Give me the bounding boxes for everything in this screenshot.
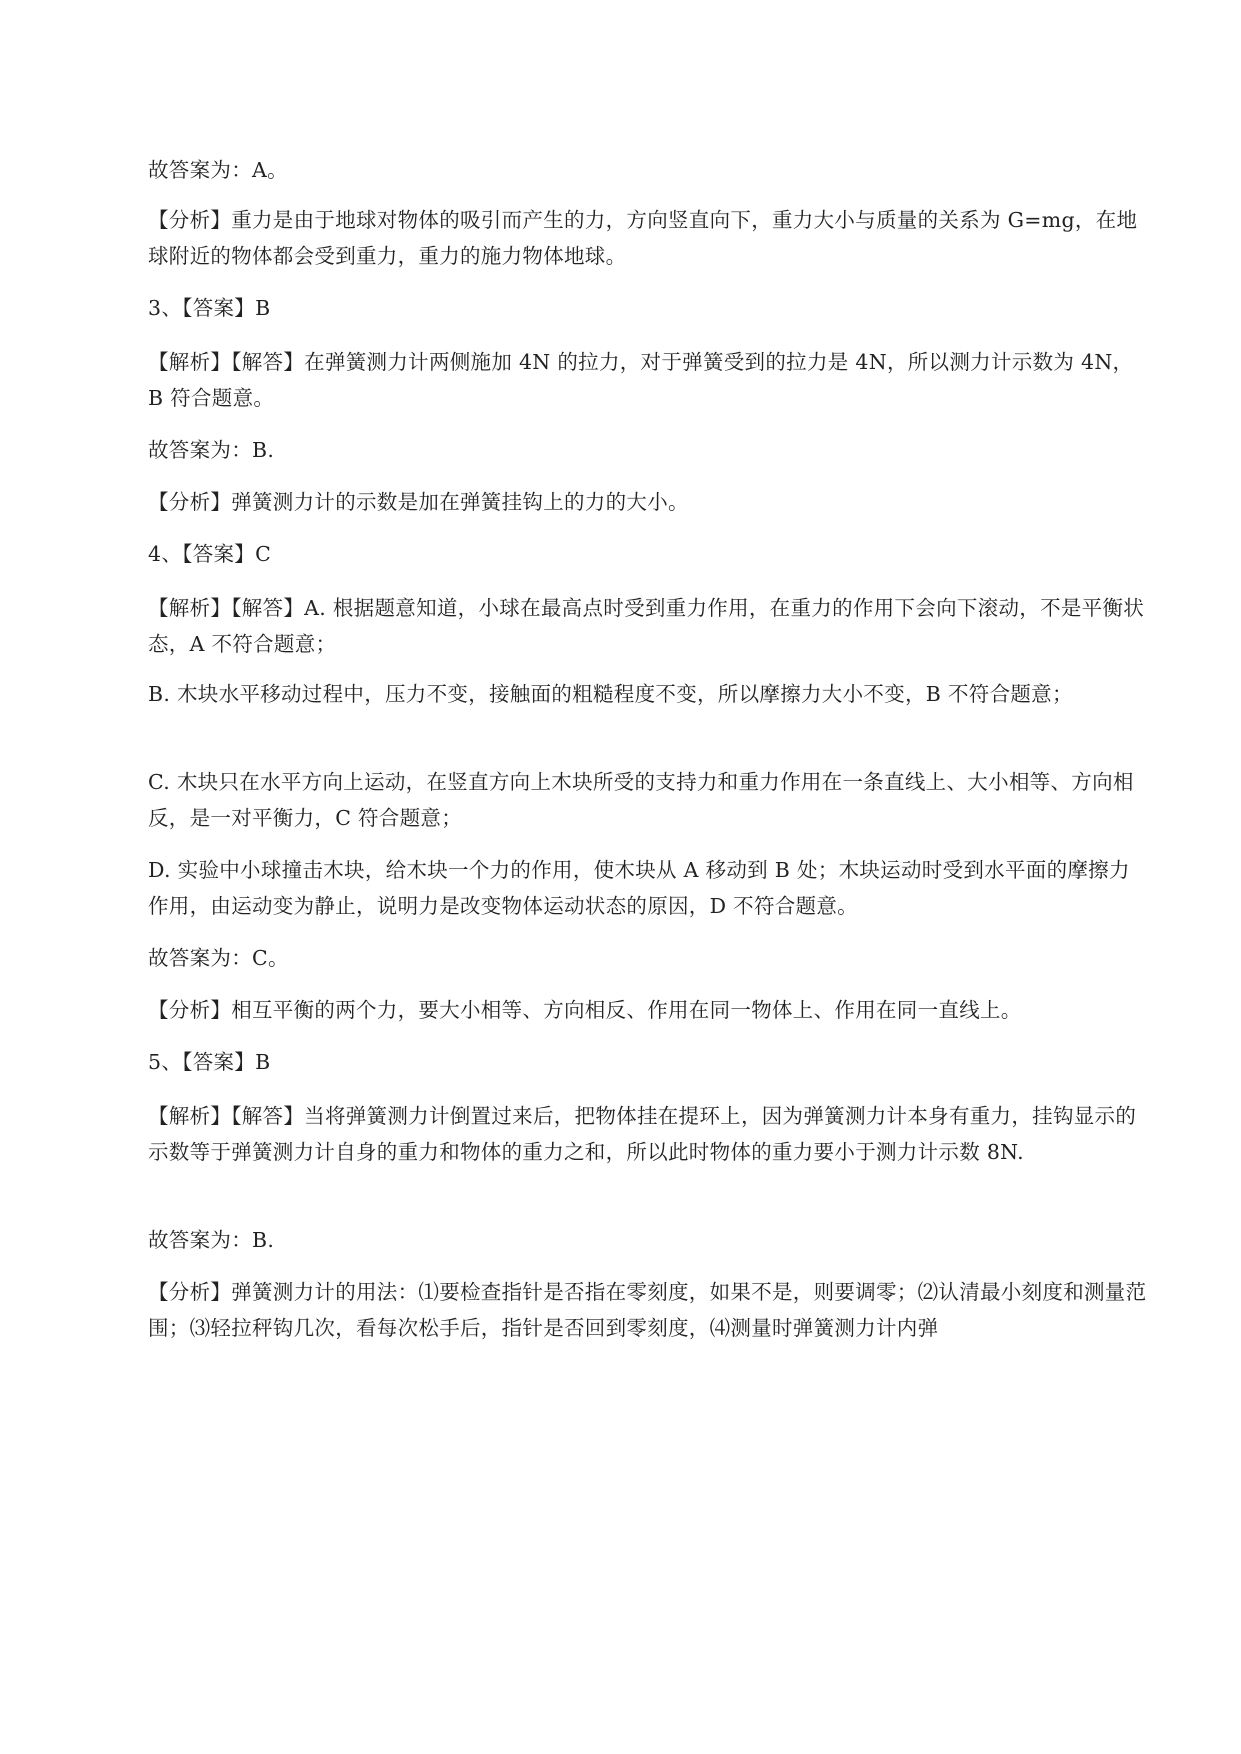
answer-line-3: 故答案为：B. [148,438,275,462]
question-3-answer: 3、【答案】B [148,296,271,320]
question-4-option-d: D. 实验中小球撞击木块，给木块一个力的作用，使木块从 A 移动到 B 处；木块运动时受到水平面的摩擦力作用，由运动变为静止，说明力是改变物体运动状态的原因，D 不符合题意。 [148,858,1130,918]
question-4-option-b: B. 木块水平移动过程中，压力不变，接触面的粗糙程度不变，所以摩擦力大小不变，B 不符合题意； [148,682,1073,706]
question-5-explanation: 【解析】【解答】当将弹簧测力计倒置过来后，把物体挂在提环上，因为弹簧测力计本身有重力，挂钩显示的示数等于弹簧测力计自身的重力和物体的重力之和，所以此时物体的重力要小于测力计示数 8N. [148,1104,1137,1164]
analysis-3: 【分析】弹簧测力计的示数是加在弹簧挂钩上的力的大小。 [148,490,689,514]
answer-line-4: 故答案为：C。 [148,946,289,970]
analysis-4: 【分析】相互平衡的两个力，要大小相等、方向相反、作用在同一物体上、作用在同一直线上。 [148,998,1022,1022]
analysis-5: 【分析】弹簧测力计的用法：⑴要检查指针是否指在零刻度，如果不是，则要调零；⑵认清最小刻度和测量范围；⑶轻拉秤钩几次，看每次松手后，指针是否回到零刻度，⑷测量时弹簧测力计内弹 [148,1280,1147,1340]
question-4-answer: 4、【答案】C [148,542,272,566]
question-3-explanation: 【解析】【解答】在弹簧测力计两侧施加 4N 的拉力，对于弹簧受到的拉力是 4N，所以测力计示数为 4N，B 符合题意。 [148,350,1134,410]
question-4-explanation-a: 【解析】【解答】A. 根据题意知道，小球在最高点时受到重力作用，在重力的作用下会向下滚动，不是平衡状态，A 不符合题意； [148,596,1145,656]
question-5-answer: 5、【答案】B [148,1050,271,1074]
question-4-option-c: C. 木块只在水平方向上运动，在竖直方向上木块所受的支持力和重力作用在一条直线上、大小相等、方向相反，是一对平衡力，C 符合题意； [148,770,1134,830]
answer-line-5: 故答案为：B. [148,1228,275,1252]
answer-line-2: 故答案为：A。 [148,158,288,182]
analysis-2: 【分析】重力是由于地球对物体的吸引而产生的力，方向竖直向下，重力大小与质量的关系为 G=mg，在地球附近的物体都会受到重力，重力的施力物体地球。 [148,208,1138,268]
